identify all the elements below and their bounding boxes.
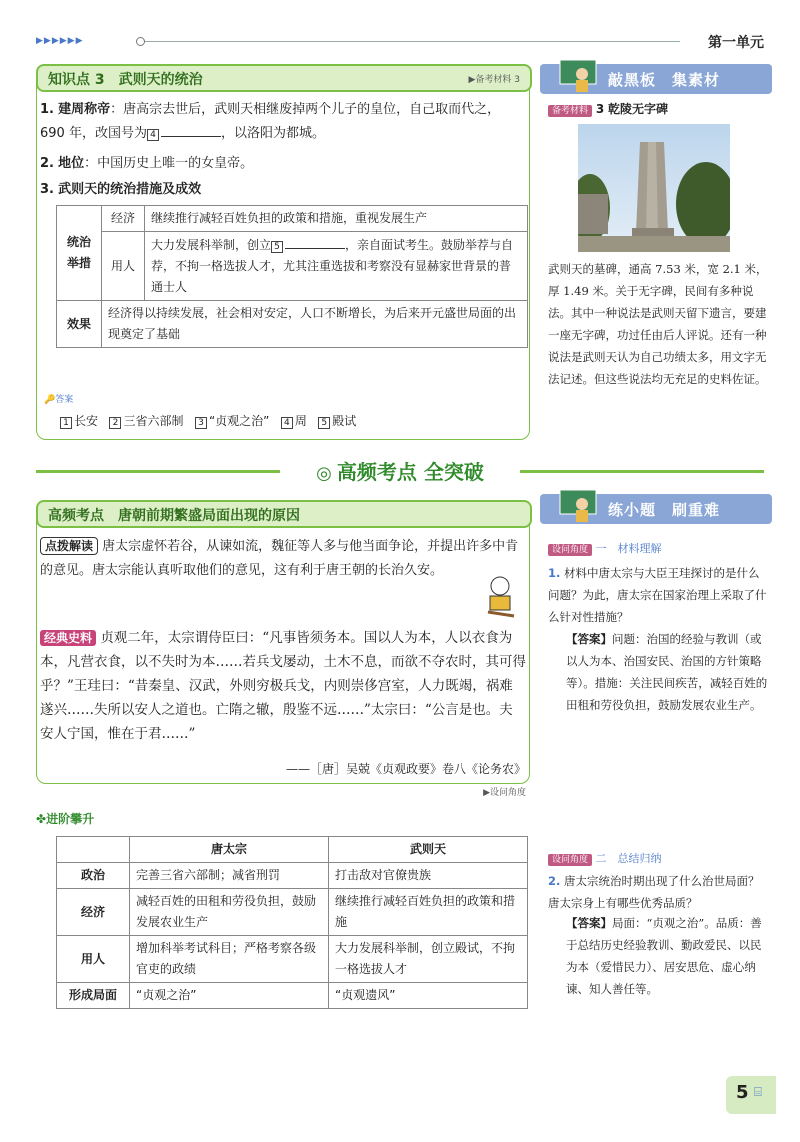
comparison-table (56, 836, 528, 1009)
tip-label: 点拨解读 (40, 537, 98, 555)
book-icon: ⌸ (754, 1085, 762, 1100)
q2-text: 唐太宗统治时期出现了什么治世局面？唐太宗身上有哪些优秀品质？ (548, 874, 760, 910)
rowhead-measures: 统治举措 (57, 206, 102, 301)
q1-tag: 设问角度 (548, 544, 592, 556)
col-head (57, 837, 130, 863)
cell: “贞观遗风” (329, 983, 528, 1009)
student-board-icon (556, 486, 600, 524)
knowledge-item-2 (40, 152, 524, 176)
advance-title: 进阶攀升 (46, 812, 95, 826)
answer-number: 3 (195, 417, 207, 429)
row-head: 形成局面 (57, 983, 130, 1009)
row-head: 政治 (57, 863, 130, 889)
banner (280, 457, 520, 487)
rowhead-effect: 效果 (57, 301, 102, 348)
answers-list (60, 412, 356, 429)
people-cell (145, 232, 528, 301)
page-number: 5 (736, 1082, 749, 1103)
cell: “贞观之治” (130, 983, 329, 1009)
item-text-2: ，以洛阳为都城。 (220, 126, 325, 141)
material-title: 乾陵无字碑 (608, 102, 669, 116)
row-head: 经济 (57, 889, 130, 936)
answer-item (60, 414, 98, 428)
answer-text: 殿试 (332, 414, 357, 428)
q1-answer-label: 【答案】 (566, 632, 612, 646)
knowledge-header (36, 64, 532, 92)
advance-heading (36, 810, 94, 827)
item-number: 1. (40, 102, 54, 117)
row-head: 用人 (57, 936, 130, 983)
knowledge-title: 知识点 3 武则天的统治 (48, 72, 203, 88)
col-head: 武则天 (329, 837, 528, 863)
sidebar-header-materials (540, 64, 772, 94)
tip-text: 唐太宗虚怀若谷，从谏如流，魏征等人多与他当面争论，并提出许多中肯的意见。唐太宗能认真听取他们的意见，这有利于唐王朝的长治久安。 (40, 539, 519, 578)
answer-item (195, 414, 269, 428)
banner-title: 高频考点 全突破 (336, 460, 484, 484)
item-text: ：唐高宗去世后，武则天相继废掉两个儿子的皇位，自己取而代之，690 年，改国号为 (40, 102, 501, 141)
q1-answer (566, 628, 772, 716)
question-angle-link[interactable]: ▶设问角度 (483, 788, 526, 798)
fill-blank[interactable] (161, 122, 221, 137)
material-tag: 备考材料 (548, 105, 592, 117)
people-label: 用人 (102, 232, 145, 301)
material-number: 3 (595, 102, 605, 116)
header-arrows: ▶▶▶▶▶▶ (36, 36, 84, 46)
q2-heading (548, 850, 662, 866)
q1-number: 1. (548, 566, 561, 580)
item-number: 2. (40, 156, 54, 171)
blank-number: 4 (147, 129, 159, 141)
answer-number: 2 (109, 417, 121, 429)
unit-title: 第一单元 (708, 35, 764, 51)
cell: 大力发展科举制，创立殿试，不拘一格选拔人才 (329, 936, 528, 983)
people-text: 大力发展科举制，创立 (151, 238, 272, 252)
classic-paragraph (40, 626, 526, 746)
q2-type: 二 总结归纳 (595, 852, 662, 865)
q2-answer-label: 【答案】 (566, 916, 612, 930)
key-icon: 🔑 (44, 395, 56, 405)
material-heading (548, 100, 668, 117)
progress-icon: ✤ (36, 812, 47, 826)
tip-paragraph (40, 534, 522, 583)
answer-item (318, 414, 356, 428)
fill-blank[interactable] (285, 234, 345, 249)
answer-text: 三省六部制 (123, 414, 184, 428)
answer-number: 4 (281, 417, 293, 429)
q1-text: 材料中唐太宗与大臣王珪探讨的是什么问题？为此，唐太宗在国家治理上采取了什么针对性措施？ (548, 566, 767, 624)
q2-answer-text: 局面：“贞观之治”。品质：善于总结历史经验教训、勤政爱民、以民为本（爱惜民力）、居安思危、虚心纳谏、知人善任等。 (566, 916, 762, 996)
measures-table (56, 205, 528, 348)
item-label: 地位 (58, 156, 85, 171)
item-number: 3. (40, 182, 54, 197)
header-circle (136, 37, 145, 46)
answer-item (281, 414, 307, 428)
item-label: 建周称帝 (58, 102, 111, 117)
knowledge-ref-link[interactable]: ▶备考材料 3 (468, 75, 520, 85)
sidebar-header-practice (540, 494, 772, 524)
classic-text: 贞观二年，太宗谓侍臣曰：“凡事皆须务本。国以人为本，人以衣食为本，凡营衣食，以不失时为本……若兵戈屡动，土木不息，而欲不夺农时，其可得乎？”王珪曰：“昔秦皇、汉武，外则穷极兵戈，内则崇侈宫室，人力既竭，祸难遂兴……失所以安人之道也。亡隋之辙，殷鉴不远……”太宗曰：“公言是也。夫安人宁国，惟在于君……” (40, 630, 526, 742)
knowledge-item-3 (40, 178, 524, 202)
sidebar-title: 敲黑板 集素材 (608, 71, 721, 89)
source-citation: ——［唐］吴兢《贞观政要》卷八《论务农》 (285, 762, 526, 776)
q1-question (548, 562, 768, 628)
answer-text: 周 (294, 414, 307, 428)
people-text-2: ，亲自面试考生。鼓励举荐与自荐，不拘一格选拔人才，尤其注重选拔和考察没有显赫家世背景的普通士人 (151, 238, 514, 294)
page-number-tab (726, 1076, 776, 1114)
answer-number: 5 (318, 417, 330, 429)
q2-number: 2. (548, 874, 561, 888)
answers-label (44, 392, 73, 405)
econ-label: 经济 (102, 206, 145, 232)
econ-text: 继续推行减轻百姓负担的政策和措施，重视发展生产 (145, 206, 528, 232)
answer-text: “贞观之治” (208, 414, 270, 428)
q2-answer (566, 912, 772, 1000)
q1-type: 一 材料理解 (595, 542, 662, 555)
answer-item (109, 414, 183, 428)
item-text: ：中国历史上唯一的女皇帝。 (84, 156, 254, 171)
col-head: 唐太宗 (130, 837, 329, 863)
item-label: 武则天的统治措施及成效 (58, 182, 202, 197)
cell: 继续推行减轻百姓负担的政策和措施 (329, 889, 528, 936)
student-board-icon (556, 56, 600, 94)
banner-target-icon: ◎ (316, 463, 332, 484)
knowledge-item-1 (40, 98, 524, 146)
material-text: 武则天的墓碑，通高 7.53 米，宽 2.1 米，厚 1.49 米。关于无字碑，民间有多种说法。其中一种说法是武则天留下遗言，要建一座无字碑，功过任由后人评说。还有一种说法是武则天认为自己功绩太多，用文字无法记述。但这些说法均无充足的史料佐证。 (548, 262, 768, 386)
cell: 减轻百姓的田租和劳役负担，鼓励发展农业生产 (130, 889, 329, 936)
q2-question (548, 870, 768, 914)
cell: 增加科举考试科目；严格考察各级官吏的政绩 (130, 936, 329, 983)
answer-number: 1 (60, 417, 72, 429)
cell: 打击敌对官僚贵族 (329, 863, 528, 889)
q1-answer-text: 问题：治国的经验与教训（或以人为本、治国安民、治国的方针策略等）。措施：关注民间疾苦，减轻百姓的田租和劳役负担，鼓励发展农业生产。 (566, 632, 768, 712)
cell: 完善三省六部制；减省刑罚 (130, 863, 329, 889)
classic-label: 经典史料 (40, 630, 96, 646)
q2-tag: 设问角度 (548, 854, 592, 866)
sidebar-title: 练小题 刷重难 (608, 501, 721, 519)
hot-title: 高频考点 唐朝前期繁盛局面出现的原因 (48, 508, 300, 524)
blank-number: 5 (271, 241, 283, 253)
hot-header (36, 500, 532, 528)
header-rule (140, 41, 680, 42)
q1-heading (548, 540, 662, 556)
effect-text: 经济得以持续发展，社会相对安定，人口不断增长，为后来开元盛世局面的出现奠定了基础 (102, 301, 528, 348)
answers-label-text: 答案 (55, 395, 74, 405)
answer-text: 长安 (74, 414, 99, 428)
cartoon-character-icon (478, 572, 524, 618)
wordless-stele-photo (578, 124, 730, 252)
